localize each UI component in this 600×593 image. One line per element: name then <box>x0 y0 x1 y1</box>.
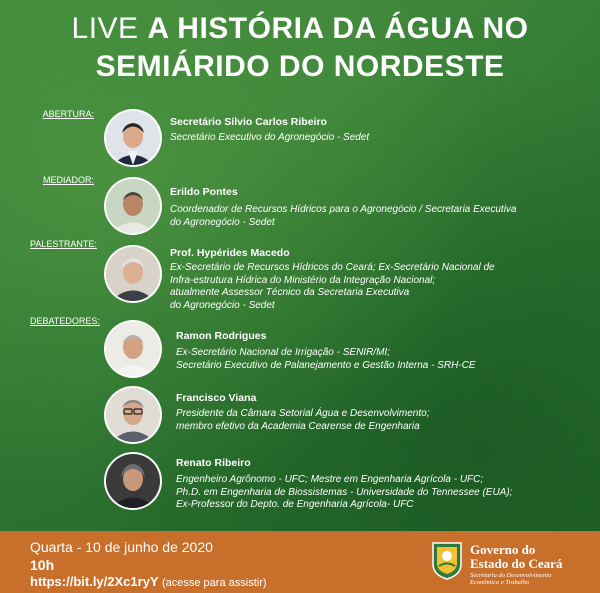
speaker-description <box>176 408 576 433</box>
speaker-name: Ramon Rodrigues <box>176 330 267 342</box>
government-name-line-2: Estado do Ceará <box>470 556 563 571</box>
speaker-description <box>170 204 570 229</box>
section-label-debatedores: DEBATEDORES: <box>30 316 100 326</box>
secretariat-line: Secretaria do Desenvolvimento <box>470 572 552 579</box>
speaker-name: Francisco Viana <box>176 392 257 404</box>
description-line: Engenheiro Agrônomo - UFC; Mestre em Engenharia Agrícola - UFC; <box>176 474 484 485</box>
description-line: Ex-Secretário de Recursos Hídricos do Ceará; Ex-Secretário Nacional de <box>170 262 495 273</box>
event-link-line <box>30 574 267 589</box>
section-label-abertura: ABERTURA: <box>42 109 94 119</box>
government-name-line-1: Governo do <box>470 542 536 557</box>
speaker-description <box>170 132 570 145</box>
description-line: atualmente Assessor Técnico da Secretaria Executiva <box>170 287 410 298</box>
speaker-photo-hyperides <box>104 245 162 303</box>
speaker-name: Secretário Sílvio Carlos Ribeiro <box>170 116 327 128</box>
description-line: membro efetivo da Academia Cearense de Engenharia <box>176 420 420 432</box>
description-line: Infra-estrutura Hídrica do Ministério da Integração Nacional; <box>170 274 436 286</box>
description-line: Ex-Secretário Nacional de Irrigação - SENIR/MI; <box>176 347 390 358</box>
section-label-mediador: MEDIADOR: <box>42 175 94 185</box>
title-line-1-bold: A HISTÓRIA DA ÁGUA NO <box>147 12 529 45</box>
description-line: Ex-Professor do Depto. de Engenharia Agrícola- UFC <box>176 499 414 510</box>
description-line: Secretário Executivo de Palanejamento e Gestão Interna - SRH-CE <box>176 359 476 371</box>
description-line: Ph.D. em Engenharia de Biossistemas - Universidade do Tennessee (EUA); <box>176 486 513 498</box>
event-link[interactable]: https://bit.ly/2Xc1ryY <box>30 574 159 589</box>
speaker-photo-renato <box>104 452 162 510</box>
speaker-description <box>170 262 570 312</box>
speaker-name: Renato Ribeiro <box>176 457 251 469</box>
ceara-coat-of-arms-icon <box>430 540 464 580</box>
speaker-name: Prof. Hypérides Macedo <box>170 247 290 259</box>
description-line: do Agronegócio - Sedet <box>170 299 275 311</box>
description-line: Secretário Executivo do Agronegócio - Sedet <box>170 132 370 143</box>
description-line: Presidente da Câmara Setorial Água e Desenvolvimento; <box>176 408 430 419</box>
event-link-note: (acesse para assistir) <box>161 577 267 589</box>
description-line: Coordenador de Recursos Hídricos para o Agronegócio / Secretaria Executiva <box>170 204 517 215</box>
speaker-photo-francisco <box>104 386 162 444</box>
title-line-2: SEMIÁRIDO DO NORDESTE <box>95 50 505 83</box>
speaker-description <box>176 474 576 512</box>
speaker-description <box>176 347 576 372</box>
section-label-palestrante: PALESTRANTE: <box>30 239 97 249</box>
speaker-photo-silvio <box>104 109 162 167</box>
government-secretariat <box>470 572 590 586</box>
speaker-name: Erildo Pontes <box>170 186 238 198</box>
secretariat-line: Econômico e Trabalho <box>470 579 530 586</box>
description-line: do Agronegócio - Sedet <box>170 216 275 228</box>
event-date: Quarta - 10 de junho de 2020 <box>30 539 213 555</box>
speaker-photo-ramon <box>104 320 162 378</box>
title-live-word: LIVE <box>71 12 148 45</box>
event-time: 10h <box>30 557 55 573</box>
speaker-photo-erildo <box>104 177 162 235</box>
title-line-1 <box>0 12 600 46</box>
